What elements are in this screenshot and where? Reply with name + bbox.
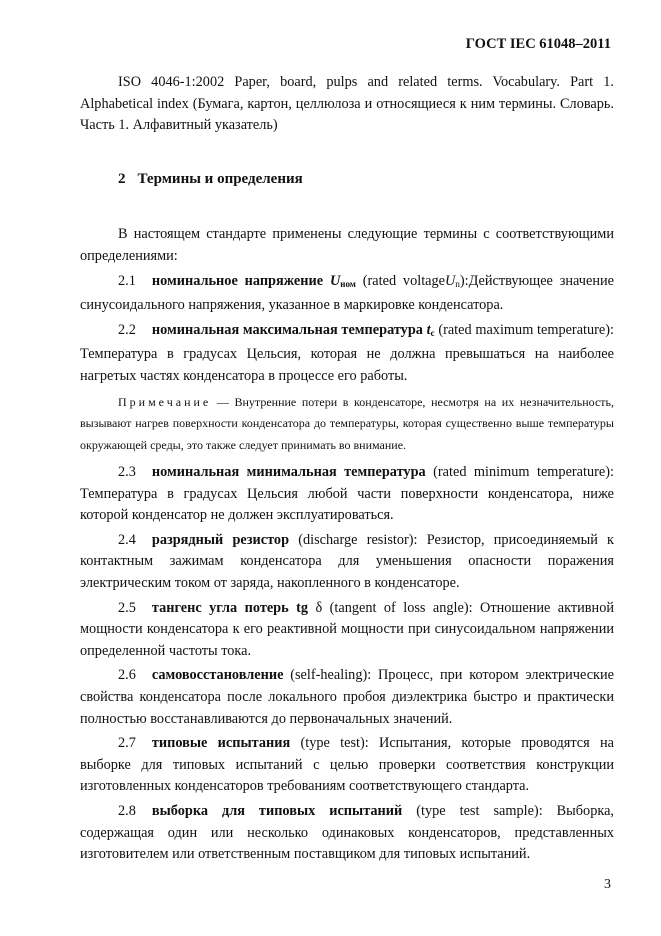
term-2-5 bbox=[80, 598, 614, 663]
term-definition: (discharge resistor): Резистор, присоединяемый к контактным зажимам конденсатора для уменьшения опасности поражения электрическим током от заряда, накопленного в конденсаторе. bbox=[80, 531, 614, 591]
term-symbol: U bbox=[329, 272, 341, 289]
term-symbol: t bbox=[426, 321, 431, 338]
reference-paragraph: ISO 4046-1:2002 Paper, board, pulps and related terms. Vocabulary. Part 1. Alphabetical index (Бумага, картон, целлюлоза и относящиеся к ним термины. Словарь. Часть 1. Алфавитный указатель) bbox=[80, 74, 614, 134]
document-body bbox=[80, 72, 614, 869]
term-number: 2.5 bbox=[118, 599, 136, 616]
note-paragraph bbox=[80, 392, 614, 457]
section-number: 2 bbox=[118, 170, 126, 187]
term-symbol-subscript: c bbox=[430, 327, 435, 338]
term-number: 2.3 bbox=[118, 464, 136, 481]
term-number: 2.4 bbox=[118, 531, 136, 548]
term-title: номинальное напряжение bbox=[151, 272, 324, 289]
section-heading bbox=[80, 169, 614, 191]
term-definition: (type test): Испытания, которые проводятся на выборке для типовых испытаний с целью проверки соответствия конструкции изготовленных конденсаторов требованиям соответствующего стандарта. bbox=[80, 735, 614, 795]
term-en-symbol: U bbox=[445, 272, 456, 289]
term-number: 2.1 bbox=[118, 272, 136, 289]
term-symbol: δ bbox=[315, 599, 323, 616]
term-definition: (type test sample): Выборка, содержащая один или несколько одинаковых конденсаторов, представленных изготовителем или ответственным поставщиком для типовых испытаний. bbox=[80, 802, 615, 863]
term-definition: (rated minimum temperature): Температура в градусах Цельсия любой части поверхности конденсатора, ниже которой конденсатор не должен эксплуатироваться. bbox=[80, 464, 614, 524]
term-2-8 bbox=[80, 801, 614, 866]
section-title: Термины и определения bbox=[137, 170, 303, 187]
term-en-subscript: n bbox=[455, 278, 460, 289]
term-definition: (self-healing): Процесс, при котором электрические свойства конденсатора после локального пробоя диэлектрика быстро и практически полностью восстанавливаются до первоначальных значений. bbox=[80, 667, 614, 727]
term-definition-part: ):Действующее значение синусоидального напряжения, указанное в маркировке конденсатора. bbox=[80, 272, 614, 314]
term-2-6 bbox=[80, 665, 614, 730]
note-label: Примечание bbox=[118, 394, 212, 409]
term-number: 2.8 bbox=[118, 802, 136, 819]
term-definition-part: (rated voltage bbox=[355, 272, 446, 289]
term-number: 2.6 bbox=[118, 667, 136, 684]
term-title: выборка для типовых испытаний bbox=[151, 802, 403, 819]
intro-paragraph: В настоящем стандарте применены следующие термины с соответствующими определениями: bbox=[80, 226, 614, 264]
term-2-7 bbox=[80, 733, 614, 798]
term-symbol-subscript: ном bbox=[340, 278, 356, 289]
term-number: 2.2 bbox=[118, 321, 136, 338]
term-title: тангенс угла потерь tg bbox=[151, 599, 309, 616]
term-2-4 bbox=[80, 530, 614, 595]
term-2-3 bbox=[80, 462, 614, 527]
page-number: 3 bbox=[604, 877, 611, 892]
term-title: номинальная максимальная температура bbox=[151, 321, 423, 338]
document-header: ГОСТ IEC 61048–2011 bbox=[465, 36, 611, 52]
term-definition: (rated maximum temperature): Температура в градусах Цельсия, которая не должна превышаться на наиболее нагретых частях конденсатора в процессе его работы. bbox=[80, 321, 615, 384]
note-text: — Внутренние потери в конденсаторе, несмотря на их незначительность, вызывают нагрев поверхности конденсатора до температуры, которая существенно выше температуры окружающей среды, это также следует принимать во внимание. bbox=[80, 394, 614, 452]
term-number: 2.7 bbox=[118, 735, 136, 752]
term-title: разрядный резистор bbox=[151, 531, 290, 548]
term-2-1 bbox=[80, 271, 614, 317]
term-title: номинальная минимальная температура bbox=[151, 464, 426, 481]
term-title: типовые испытания bbox=[151, 735, 291, 752]
term-title: самовосстановление bbox=[151, 667, 284, 684]
term-definition: (tangent of loss angle): Отношение активной мощности конденсатора к его реактивной мощности при синусоидальном напряжении определенной частоты тока. bbox=[80, 599, 615, 659]
term-2-2 bbox=[80, 320, 614, 388]
